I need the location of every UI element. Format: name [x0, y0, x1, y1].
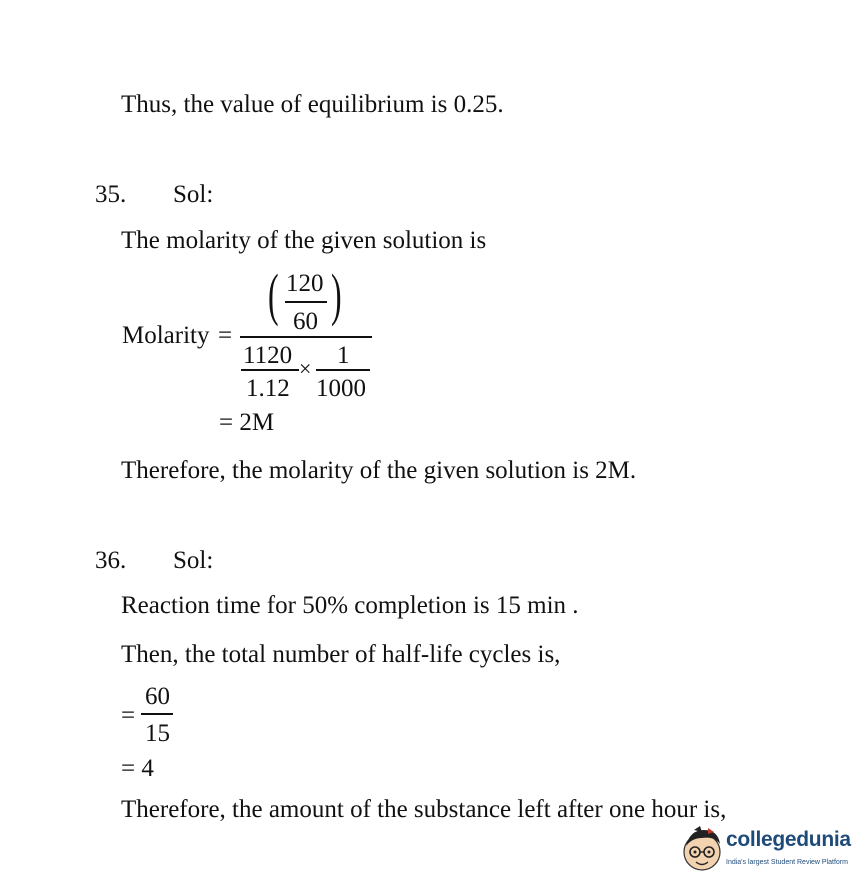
q36-fraction-line [141, 713, 173, 715]
q36-frac-denominator: 15 [145, 720, 170, 747]
den-right-denominator: 1000 [316, 375, 366, 402]
den-left-fraction-line [241, 369, 299, 371]
inner-numerator: 120 [286, 270, 324, 297]
q36-result: = 4 [121, 755, 154, 782]
q35-sol-label: Sol: [173, 181, 214, 208]
main-fraction-line [240, 336, 372, 338]
logo-brand-text: collegedunia [726, 828, 851, 851]
den-left-denominator: 1.12 [246, 375, 290, 402]
q35-conclusion: Therefore, the molarity of the given solution is 2M. [121, 457, 637, 484]
q36-sol-label: Sol: [173, 547, 214, 574]
den-right-numerator: 1 [337, 342, 350, 369]
q36-reaction-time: Reaction time for 50% completion is 15 min . [121, 592, 579, 619]
den-right-fraction-line [316, 369, 370, 371]
q35-intro: The molarity of the given solution is [121, 227, 487, 254]
inner-denominator: 60 [293, 308, 318, 335]
inner-fraction-line [285, 301, 327, 303]
q36-frac-numerator: 60 [145, 683, 170, 710]
left-paren: ( [268, 262, 279, 327]
q34-conclusion: Thus, the value of equilibrium is 0.25. [121, 91, 504, 118]
q36-number: 36. [95, 547, 127, 574]
collegedunia-logo [680, 822, 855, 882]
q35-result: = 2M [219, 409, 275, 436]
q36-cycles-intro: Then, the total number of half-life cycles is, [121, 641, 561, 668]
mascot-icon [680, 824, 724, 878]
right-paren: ) [331, 262, 342, 327]
q36-conclusion: Therefore, the amount of the substance left after one hour is, [121, 796, 727, 823]
logo-tagline: India's largest Student Review Platform [726, 859, 848, 866]
molarity-label: Molarity [122, 322, 210, 349]
molarity-equals: = [218, 322, 233, 349]
q35-number: 35. [95, 181, 127, 208]
den-left-numerator: 1120 [243, 342, 293, 369]
times-sign: × [299, 356, 312, 381]
q36-equals: = [121, 702, 136, 729]
